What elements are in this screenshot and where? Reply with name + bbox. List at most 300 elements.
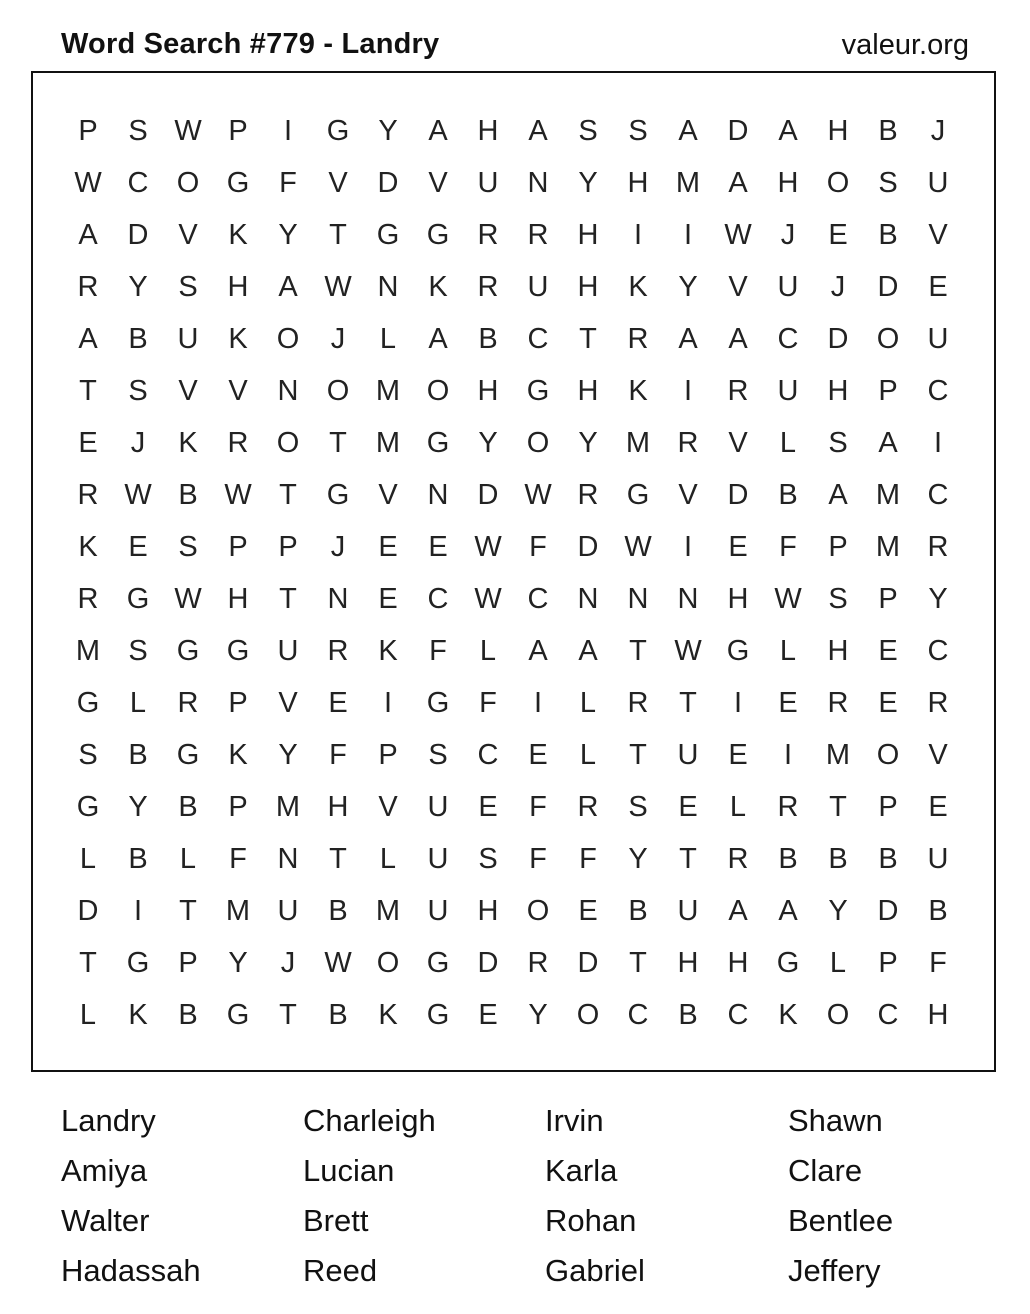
- grid-cell[interactable]: U: [477, 166, 499, 199]
- grid-cell[interactable]: H: [577, 374, 599, 407]
- grid-cell[interactable]: V: [178, 218, 198, 251]
- grid-cell[interactable]: R: [527, 946, 549, 979]
- grid-cell[interactable]: E: [678, 790, 698, 823]
- grid-cell[interactable]: V: [928, 738, 948, 771]
- grid-cell[interactable]: E: [478, 790, 498, 823]
- grid-cell[interactable]: H: [827, 374, 849, 407]
- grid-cell[interactable]: C: [927, 374, 949, 407]
- grid-cell[interactable]: C: [127, 166, 149, 199]
- grid-cell[interactable]: A: [678, 114, 698, 147]
- grid-cell[interactable]: E: [478, 998, 498, 1031]
- grid-cell[interactable]: B: [478, 322, 498, 355]
- grid-cell[interactable]: E: [378, 530, 398, 563]
- grid-cell[interactable]: E: [778, 686, 798, 719]
- grid-cell[interactable]: S: [78, 738, 98, 771]
- grid-cell[interactable]: I: [683, 218, 693, 251]
- grid-cell[interactable]: A: [528, 634, 548, 667]
- grid-cell[interactable]: P: [278, 530, 298, 563]
- grid-cell[interactable]: R: [327, 634, 349, 667]
- grid-cell[interactable]: E: [78, 426, 98, 459]
- grid-cell[interactable]: E: [378, 582, 398, 615]
- grid-cell[interactable]: B: [128, 322, 148, 355]
- grid-cell[interactable]: R: [927, 530, 949, 563]
- grid-cell[interactable]: L: [179, 842, 197, 875]
- grid-cell[interactable]: F: [479, 686, 497, 719]
- grid-cell[interactable]: U: [927, 166, 949, 199]
- grid-cell[interactable]: W: [174, 582, 202, 615]
- grid-cell[interactable]: Y: [678, 270, 698, 303]
- grid-cell[interactable]: H: [727, 582, 749, 615]
- grid-cell[interactable]: B: [678, 998, 698, 1031]
- grid-cell[interactable]: D: [477, 946, 499, 979]
- grid-cell[interactable]: G: [176, 738, 200, 771]
- grid-cell[interactable]: M: [375, 374, 401, 407]
- grid-cell[interactable]: M: [825, 738, 851, 771]
- grid-cell[interactable]: S: [428, 738, 448, 771]
- grid-cell[interactable]: D: [877, 894, 899, 927]
- grid-cell[interactable]: V: [278, 686, 298, 719]
- grid-cell[interactable]: O: [326, 374, 350, 407]
- grid-cell[interactable]: B: [178, 998, 198, 1031]
- grid-cell[interactable]: D: [827, 322, 849, 355]
- grid-cell[interactable]: N: [327, 582, 349, 615]
- grid-cell[interactable]: G: [226, 998, 250, 1031]
- grid-cell[interactable]: H: [577, 218, 599, 251]
- grid-cell[interactable]: I: [383, 686, 393, 719]
- grid-cell[interactable]: F: [429, 634, 447, 667]
- grid-cell[interactable]: G: [126, 582, 150, 615]
- grid-cell[interactable]: K: [628, 374, 648, 407]
- grid-cell[interactable]: V: [928, 218, 948, 251]
- grid-cell[interactable]: P: [78, 114, 98, 147]
- grid-cell[interactable]: N: [577, 582, 599, 615]
- grid-cell[interactable]: O: [826, 166, 850, 199]
- grid-cell[interactable]: R: [727, 842, 749, 875]
- grid-cell[interactable]: G: [326, 114, 350, 147]
- grid-cell[interactable]: A: [528, 114, 548, 147]
- grid-cell[interactable]: B: [328, 894, 348, 927]
- grid-cell[interactable]: Y: [378, 114, 398, 147]
- grid-cell[interactable]: G: [76, 686, 100, 719]
- grid-cell[interactable]: O: [826, 998, 850, 1031]
- grid-cell[interactable]: O: [576, 998, 600, 1031]
- grid-cell[interactable]: L: [379, 842, 397, 875]
- grid-cell[interactable]: V: [228, 374, 248, 407]
- grid-cell[interactable]: R: [177, 686, 199, 719]
- grid-cell[interactable]: E: [128, 530, 148, 563]
- grid-cell[interactable]: M: [225, 894, 251, 927]
- grid-cell[interactable]: B: [178, 478, 198, 511]
- grid-cell[interactable]: P: [228, 530, 248, 563]
- grid-cell[interactable]: W: [524, 478, 552, 511]
- grid-cell[interactable]: Y: [278, 218, 298, 251]
- grid-cell[interactable]: F: [329, 738, 347, 771]
- grid-cell[interactable]: D: [577, 946, 599, 979]
- grid-cell[interactable]: C: [777, 322, 799, 355]
- grid-cell[interactable]: R: [577, 478, 599, 511]
- grid-cell[interactable]: H: [227, 582, 249, 615]
- grid-cell[interactable]: D: [727, 478, 749, 511]
- grid-cell[interactable]: R: [827, 686, 849, 719]
- grid-cell[interactable]: J: [280, 946, 296, 979]
- grid-cell[interactable]: J: [330, 530, 346, 563]
- grid-cell[interactable]: I: [133, 894, 143, 927]
- grid-cell[interactable]: B: [778, 478, 798, 511]
- grid-cell[interactable]: B: [778, 842, 798, 875]
- grid-cell[interactable]: M: [275, 790, 301, 823]
- grid-cell[interactable]: H: [627, 166, 649, 199]
- grid-cell[interactable]: B: [878, 842, 898, 875]
- grid-cell[interactable]: I: [633, 218, 643, 251]
- grid-cell[interactable]: H: [777, 166, 799, 199]
- grid-cell[interactable]: A: [78, 322, 98, 355]
- grid-cell[interactable]: G: [426, 218, 450, 251]
- grid-cell[interactable]: E: [878, 634, 898, 667]
- grid-cell[interactable]: T: [329, 842, 347, 875]
- grid-cell[interactable]: B: [628, 894, 648, 927]
- grid-cell[interactable]: Y: [528, 998, 548, 1031]
- grid-cell[interactable]: A: [878, 426, 898, 459]
- grid-cell[interactable]: S: [628, 790, 648, 823]
- grid-cell[interactable]: E: [578, 894, 598, 927]
- grid-cell[interactable]: L: [729, 790, 747, 823]
- grid-cell[interactable]: F: [229, 842, 247, 875]
- grid-cell[interactable]: D: [477, 478, 499, 511]
- grid-cell[interactable]: G: [126, 946, 150, 979]
- grid-cell[interactable]: F: [779, 530, 797, 563]
- grid-cell[interactable]: E: [328, 686, 348, 719]
- grid-cell[interactable]: G: [776, 946, 800, 979]
- grid-cell[interactable]: E: [728, 530, 748, 563]
- grid-cell[interactable]: W: [474, 530, 502, 563]
- grid-cell[interactable]: G: [426, 426, 450, 459]
- grid-cell[interactable]: W: [724, 218, 752, 251]
- grid-cell[interactable]: L: [129, 686, 147, 719]
- grid-cell[interactable]: T: [629, 634, 647, 667]
- grid-cell[interactable]: F: [929, 946, 947, 979]
- grid-cell[interactable]: P: [878, 946, 898, 979]
- grid-cell[interactable]: G: [426, 946, 450, 979]
- grid-cell[interactable]: R: [77, 478, 99, 511]
- grid-cell[interactable]: R: [627, 322, 649, 355]
- grid-cell[interactable]: R: [777, 790, 799, 823]
- grid-cell[interactable]: H: [677, 946, 699, 979]
- grid-cell[interactable]: K: [228, 218, 248, 251]
- grid-cell[interactable]: K: [778, 998, 798, 1031]
- grid-cell[interactable]: G: [626, 478, 650, 511]
- grid-cell[interactable]: V: [428, 166, 448, 199]
- grid-cell[interactable]: B: [178, 790, 198, 823]
- grid-cell[interactable]: U: [277, 634, 299, 667]
- grid-cell[interactable]: C: [727, 998, 749, 1031]
- grid-cell[interactable]: L: [779, 634, 797, 667]
- grid-cell[interactable]: U: [527, 270, 549, 303]
- grid-cell[interactable]: N: [677, 582, 699, 615]
- grid-cell[interactable]: V: [728, 270, 748, 303]
- grid-cell[interactable]: B: [828, 842, 848, 875]
- grid-cell[interactable]: B: [128, 842, 148, 875]
- grid-cell[interactable]: H: [577, 270, 599, 303]
- grid-cell[interactable]: J: [330, 322, 346, 355]
- grid-cell[interactable]: B: [128, 738, 148, 771]
- grid-cell[interactable]: Y: [128, 790, 148, 823]
- grid-cell[interactable]: U: [777, 374, 799, 407]
- grid-cell[interactable]: U: [177, 322, 199, 355]
- grid-cell[interactable]: O: [526, 426, 550, 459]
- grid-cell[interactable]: H: [227, 270, 249, 303]
- grid-cell[interactable]: W: [624, 530, 652, 563]
- grid-cell[interactable]: C: [877, 998, 899, 1031]
- grid-cell[interactable]: K: [428, 270, 448, 303]
- grid-cell[interactable]: T: [679, 686, 697, 719]
- grid-cell[interactable]: R: [627, 686, 649, 719]
- grid-cell[interactable]: E: [928, 270, 948, 303]
- grid-cell[interactable]: A: [778, 894, 798, 927]
- grid-cell[interactable]: Y: [278, 738, 298, 771]
- grid-cell[interactable]: L: [829, 946, 847, 979]
- grid-cell[interactable]: P: [878, 582, 898, 615]
- grid-cell[interactable]: F: [279, 166, 297, 199]
- grid-cell[interactable]: M: [875, 530, 901, 563]
- grid-cell[interactable]: M: [875, 478, 901, 511]
- grid-cell[interactable]: W: [324, 946, 352, 979]
- grid-cell[interactable]: U: [927, 322, 949, 355]
- grid-cell[interactable]: E: [728, 738, 748, 771]
- grid-cell[interactable]: H: [827, 114, 849, 147]
- grid-cell[interactable]: P: [378, 738, 398, 771]
- grid-cell[interactable]: R: [727, 374, 749, 407]
- grid-cell[interactable]: L: [579, 686, 597, 719]
- grid-cell[interactable]: K: [78, 530, 98, 563]
- grid-cell[interactable]: V: [728, 426, 748, 459]
- grid-cell[interactable]: E: [928, 790, 948, 823]
- grid-cell[interactable]: O: [526, 894, 550, 927]
- grid-cell[interactable]: R: [77, 270, 99, 303]
- grid-cell[interactable]: H: [827, 634, 849, 667]
- grid-cell[interactable]: U: [277, 894, 299, 927]
- grid-cell[interactable]: J: [780, 218, 796, 251]
- grid-cell[interactable]: E: [878, 686, 898, 719]
- grid-cell[interactable]: O: [426, 374, 450, 407]
- grid-cell[interactable]: R: [77, 582, 99, 615]
- grid-cell[interactable]: N: [427, 478, 449, 511]
- grid-cell[interactable]: V: [378, 790, 398, 823]
- grid-cell[interactable]: A: [428, 322, 448, 355]
- grid-cell[interactable]: T: [629, 738, 647, 771]
- grid-cell[interactable]: E: [428, 530, 448, 563]
- grid-cell[interactable]: U: [677, 894, 699, 927]
- grid-cell[interactable]: S: [828, 426, 848, 459]
- grid-cell[interactable]: O: [176, 166, 200, 199]
- grid-cell[interactable]: T: [79, 946, 97, 979]
- grid-cell[interactable]: T: [329, 218, 347, 251]
- grid-cell[interactable]: A: [78, 218, 98, 251]
- grid-cell[interactable]: Y: [478, 426, 498, 459]
- grid-cell[interactable]: B: [328, 998, 348, 1031]
- grid-cell[interactable]: D: [77, 894, 99, 927]
- grid-cell[interactable]: C: [627, 998, 649, 1031]
- grid-cell[interactable]: A: [778, 114, 798, 147]
- grid-cell[interactable]: C: [527, 582, 549, 615]
- grid-cell[interactable]: S: [178, 530, 198, 563]
- grid-cell[interactable]: T: [579, 322, 597, 355]
- grid-cell[interactable]: O: [876, 738, 900, 771]
- grid-cell[interactable]: T: [279, 998, 297, 1031]
- grid-cell[interactable]: O: [376, 946, 400, 979]
- grid-cell[interactable]: U: [427, 842, 449, 875]
- grid-cell[interactable]: K: [178, 426, 198, 459]
- grid-cell[interactable]: Y: [228, 946, 248, 979]
- grid-cell[interactable]: R: [227, 426, 249, 459]
- grid-cell[interactable]: S: [178, 270, 198, 303]
- grid-cell[interactable]: G: [176, 634, 200, 667]
- grid-cell[interactable]: P: [228, 686, 248, 719]
- grid-cell[interactable]: F: [529, 530, 547, 563]
- grid-cell[interactable]: K: [128, 998, 148, 1031]
- grid-cell[interactable]: M: [625, 426, 651, 459]
- grid-cell[interactable]: A: [828, 478, 848, 511]
- grid-cell[interactable]: T: [829, 790, 847, 823]
- grid-cell[interactable]: U: [677, 738, 699, 771]
- grid-cell[interactable]: I: [683, 530, 693, 563]
- grid-cell[interactable]: N: [527, 166, 549, 199]
- grid-cell[interactable]: H: [477, 894, 499, 927]
- grid-cell[interactable]: W: [474, 582, 502, 615]
- grid-cell[interactable]: A: [728, 166, 748, 199]
- grid-cell[interactable]: M: [375, 426, 401, 459]
- grid-cell[interactable]: P: [178, 946, 198, 979]
- grid-cell[interactable]: G: [426, 686, 450, 719]
- grid-cell[interactable]: H: [327, 790, 349, 823]
- grid-cell[interactable]: S: [628, 114, 648, 147]
- grid-cell[interactable]: N: [277, 374, 299, 407]
- grid-cell[interactable]: J: [130, 426, 146, 459]
- grid-cell[interactable]: P: [828, 530, 848, 563]
- grid-cell[interactable]: C: [527, 322, 549, 355]
- grid-cell[interactable]: S: [478, 842, 498, 875]
- grid-cell[interactable]: D: [877, 270, 899, 303]
- grid-cell[interactable]: I: [733, 686, 743, 719]
- grid-cell[interactable]: T: [329, 426, 347, 459]
- grid-cell[interactable]: W: [774, 582, 802, 615]
- grid-cell[interactable]: R: [527, 218, 549, 251]
- grid-cell[interactable]: G: [226, 166, 250, 199]
- grid-cell[interactable]: M: [675, 166, 701, 199]
- grid-cell[interactable]: C: [927, 478, 949, 511]
- grid-cell[interactable]: T: [79, 374, 97, 407]
- grid-cell[interactable]: R: [677, 426, 699, 459]
- grid-cell[interactable]: R: [927, 686, 949, 719]
- grid-cell[interactable]: V: [378, 478, 398, 511]
- grid-cell[interactable]: Y: [128, 270, 148, 303]
- grid-cell[interactable]: J: [930, 114, 946, 147]
- grid-cell[interactable]: J: [830, 270, 846, 303]
- grid-cell[interactable]: A: [428, 114, 448, 147]
- grid-cell[interactable]: Y: [578, 426, 598, 459]
- grid-cell[interactable]: V: [178, 374, 198, 407]
- grid-cell[interactable]: A: [678, 322, 698, 355]
- grid-cell[interactable]: G: [426, 998, 450, 1031]
- grid-cell[interactable]: G: [376, 218, 400, 251]
- grid-cell[interactable]: U: [427, 790, 449, 823]
- grid-cell[interactable]: Y: [928, 582, 948, 615]
- grid-cell[interactable]: R: [577, 790, 599, 823]
- grid-cell[interactable]: W: [224, 478, 252, 511]
- grid-cell[interactable]: T: [629, 946, 647, 979]
- grid-cell[interactable]: K: [628, 270, 648, 303]
- grid-cell[interactable]: M: [375, 894, 401, 927]
- grid-cell[interactable]: A: [278, 270, 298, 303]
- grid-cell[interactable]: H: [727, 946, 749, 979]
- grid-cell[interactable]: G: [726, 634, 750, 667]
- grid-cell[interactable]: S: [128, 114, 148, 147]
- grid-cell[interactable]: D: [577, 530, 599, 563]
- grid-cell[interactable]: K: [228, 738, 248, 771]
- grid-cell[interactable]: B: [928, 894, 948, 927]
- grid-cell[interactable]: R: [477, 270, 499, 303]
- grid-cell[interactable]: W: [174, 114, 202, 147]
- grid-cell[interactable]: W: [124, 478, 152, 511]
- grid-cell[interactable]: E: [528, 738, 548, 771]
- grid-cell[interactable]: P: [228, 790, 248, 823]
- grid-cell[interactable]: F: [579, 842, 597, 875]
- grid-cell[interactable]: C: [477, 738, 499, 771]
- grid-cell[interactable]: K: [378, 634, 398, 667]
- grid-cell[interactable]: S: [828, 582, 848, 615]
- grid-cell[interactable]: T: [279, 478, 297, 511]
- grid-cell[interactable]: P: [878, 374, 898, 407]
- grid-cell[interactable]: W: [324, 270, 352, 303]
- grid-cell[interactable]: K: [378, 998, 398, 1031]
- grid-cell[interactable]: S: [578, 114, 598, 147]
- grid-cell[interactable]: D: [727, 114, 749, 147]
- grid-cell[interactable]: I: [683, 374, 693, 407]
- grid-cell[interactable]: I: [533, 686, 543, 719]
- grid-cell[interactable]: A: [728, 322, 748, 355]
- grid-cell[interactable]: V: [678, 478, 698, 511]
- grid-cell[interactable]: L: [79, 998, 97, 1031]
- grid-cell[interactable]: V: [328, 166, 348, 199]
- grid-cell[interactable]: E: [828, 218, 848, 251]
- grid-cell[interactable]: T: [179, 894, 197, 927]
- grid-cell[interactable]: H: [927, 998, 949, 1031]
- grid-cell[interactable]: P: [228, 114, 248, 147]
- grid-cell[interactable]: C: [927, 634, 949, 667]
- grid-cell[interactable]: B: [878, 218, 898, 251]
- grid-cell[interactable]: H: [477, 114, 499, 147]
- grid-cell[interactable]: Y: [578, 166, 598, 199]
- grid-cell[interactable]: O: [276, 426, 300, 459]
- grid-cell[interactable]: D: [377, 166, 399, 199]
- grid-cell[interactable]: Y: [628, 842, 648, 875]
- grid-cell[interactable]: R: [477, 218, 499, 251]
- grid-cell[interactable]: M: [75, 634, 101, 667]
- grid-cell[interactable]: D: [127, 218, 149, 251]
- grid-cell[interactable]: G: [326, 478, 350, 511]
- grid-cell[interactable]: T: [279, 582, 297, 615]
- grid-cell[interactable]: A: [578, 634, 598, 667]
- grid-cell[interactable]: I: [933, 426, 943, 459]
- grid-cell[interactable]: F: [529, 842, 547, 875]
- grid-cell[interactable]: H: [477, 374, 499, 407]
- grid-cell[interactable]: P: [878, 790, 898, 823]
- grid-cell[interactable]: U: [427, 894, 449, 927]
- grid-cell[interactable]: G: [526, 374, 550, 407]
- grid-cell[interactable]: G: [76, 790, 100, 823]
- grid-cell[interactable]: G: [226, 634, 250, 667]
- grid-cell[interactable]: K: [228, 322, 248, 355]
- grid-cell[interactable]: T: [679, 842, 697, 875]
